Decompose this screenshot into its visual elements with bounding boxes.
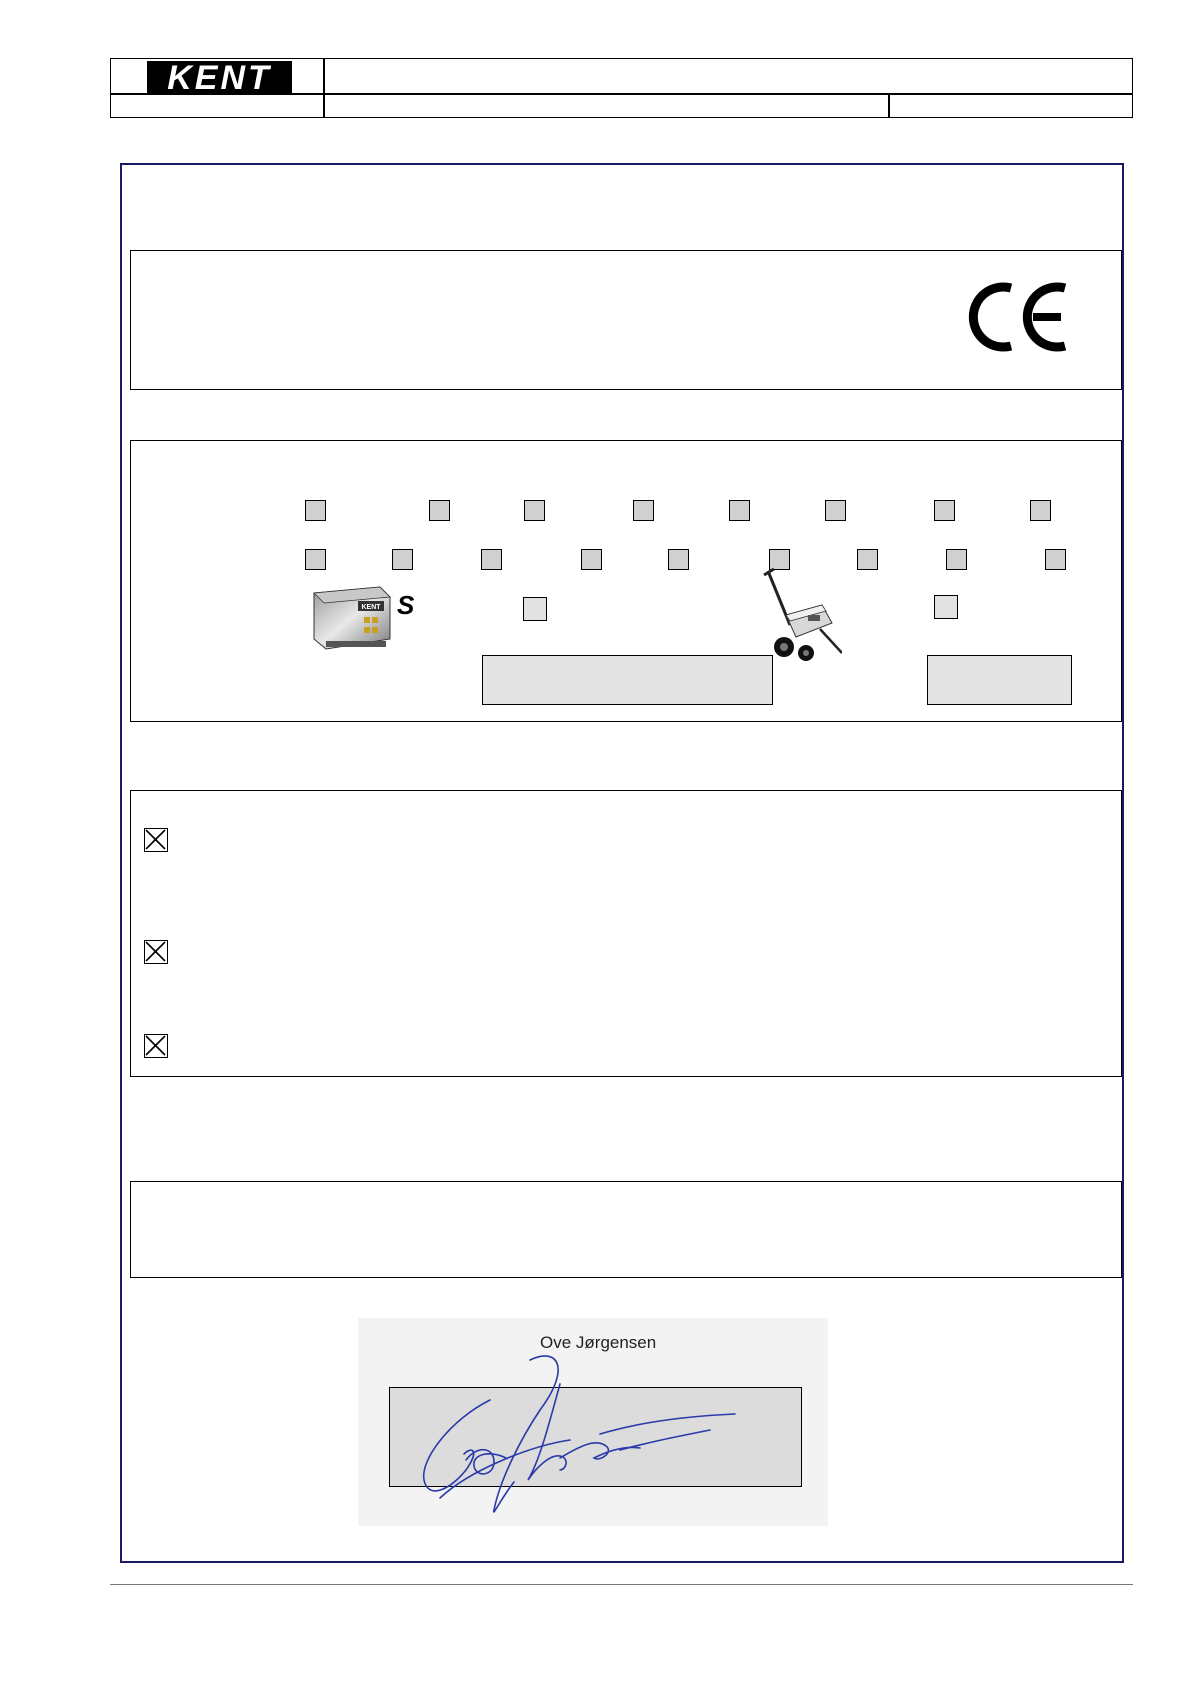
model-checkbox[interactable] [946, 549, 967, 570]
model-checkbox[interactable] [305, 500, 326, 521]
year-field[interactable] [927, 655, 1072, 705]
model-checkbox[interactable] [581, 549, 602, 570]
model-checkbox[interactable] [857, 549, 878, 570]
footer-rule [110, 1584, 1133, 1585]
handwritten-signature [410, 1350, 740, 1520]
x-checkbox-icon[interactable] [144, 828, 168, 852]
model-checkbox[interactable] [729, 500, 750, 521]
model-checkbox[interactable] [524, 500, 545, 521]
signatory-name: Ove Jørgensen [540, 1333, 657, 1352]
model-checkbox[interactable] [1045, 549, 1066, 570]
model-checkbox[interactable] [305, 549, 326, 570]
serial-number-field[interactable] [482, 655, 773, 705]
x-checkbox-icon[interactable] [144, 1034, 168, 1058]
ce-mark-icon [965, 280, 1075, 354]
stationary-washer-icon [308, 583, 394, 653]
model-checkbox[interactable] [429, 500, 450, 521]
kent-logo: KENT [147, 61, 292, 95]
x-checkbox-icon[interactable] [144, 940, 168, 964]
model-checkbox[interactable] [825, 500, 846, 521]
trolley-washer-icon [760, 567, 842, 663]
model-checkbox[interactable] [934, 500, 955, 521]
model-checkbox[interactable] [392, 549, 413, 570]
model-checkbox[interactable] [633, 500, 654, 521]
trolley-model-checkbox[interactable] [934, 595, 958, 619]
header-col-divider-1 [323, 58, 325, 118]
model-checkbox[interactable] [481, 549, 502, 570]
model-suffix-s: S [397, 590, 415, 620]
model-checkbox[interactable] [668, 549, 689, 570]
header-col-divider-2 [888, 93, 890, 118]
directives-panel [130, 790, 1122, 1077]
model-checkbox[interactable] [1030, 500, 1051, 521]
svg-text:KENT: KENT [361, 604, 381, 611]
standards-panel [130, 1181, 1122, 1278]
stationary-model-checkbox[interactable] [523, 597, 547, 621]
